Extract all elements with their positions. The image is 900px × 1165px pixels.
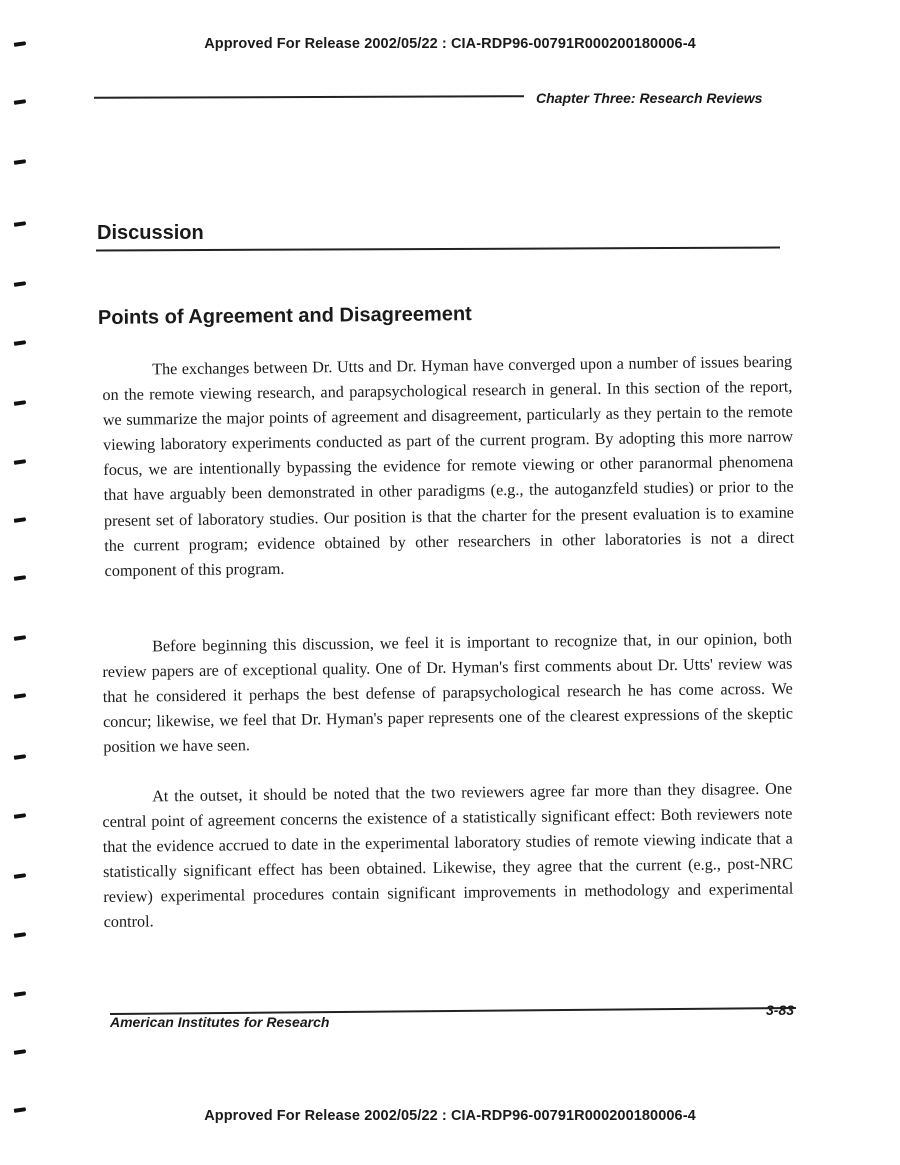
release-header: Approved For Release 2002/05/22 : CIA-RDP96-00791R000200180006-4	[204, 36, 696, 52]
footer-organization: American Institutes for Research	[110, 1014, 330, 1030]
paragraph-text: At the outset, it should be noted that the two reviewers agree far more than they disagree. One central point of agreement concerns the existence of a statistically significant effect: Both reviewers note that the evidence accrued to date in the experimental laboratory studies of remote viewing indicate that a statistically significant effect has been obtained. Likewise, they agree that the current (e.g., post-NRC review) experimental procedures contain significant improvements in methodology and experimental control.	[102, 779, 794, 932]
binder-tick-marks	[8, 0, 32, 1165]
section-heading: Discussion	[97, 222, 204, 244]
body-paragraph-1	[102, 350, 795, 584]
release-footer: Approved For Release 2002/05/22 : CIA-RDP96-00791R000200180006-4	[204, 1108, 696, 1124]
chapter-header: Chapter Three: Research Reviews	[536, 90, 763, 106]
section-rule	[96, 247, 780, 252]
body-paragraph-3	[102, 777, 794, 936]
subsection-heading: Points of Agreement and Disagreement	[97, 303, 472, 329]
paragraph-text: Before beginning this discussion, we feel it is important to recognize that, in our opinion, both review papers are of exceptional quality. One of Dr. Hyman's first comments about Dr. Utts' review was that he considered it perhaps the best defense of parapsychological research he has come across. We concur; likewise, we feel that Dr. Hyman's paper represents one of the clearest expressions of the skeptic position we have seen.	[102, 629, 794, 757]
page-number: 3-83	[766, 1002, 795, 1018]
header-rule	[94, 95, 524, 99]
paragraph-text: The exchanges between Dr. Utts and Dr. Hyman have converged upon a number of issues bearing on the remote viewing research, and parapsychological research in general. In this section of the report, we summarize the major points of agreement and disagreement, particularly as they pertain to the remote viewing laboratory experiments conducted as part of the current program. By adopting this more narrow focus, we are intentionally bypassing the evidence for remote viewing or other paranormal phenomena that have arguably been demonstrated in other paradigms (e.g., the autoganzfeld studies) or prior to the present set of laboratory studies. Our position is that the charter for the present evaluation is to examine the current program; evidence obtained by other researchers in other laboratories is not a direct component of this program.	[102, 352, 795, 580]
body-paragraph-2	[102, 627, 793, 761]
